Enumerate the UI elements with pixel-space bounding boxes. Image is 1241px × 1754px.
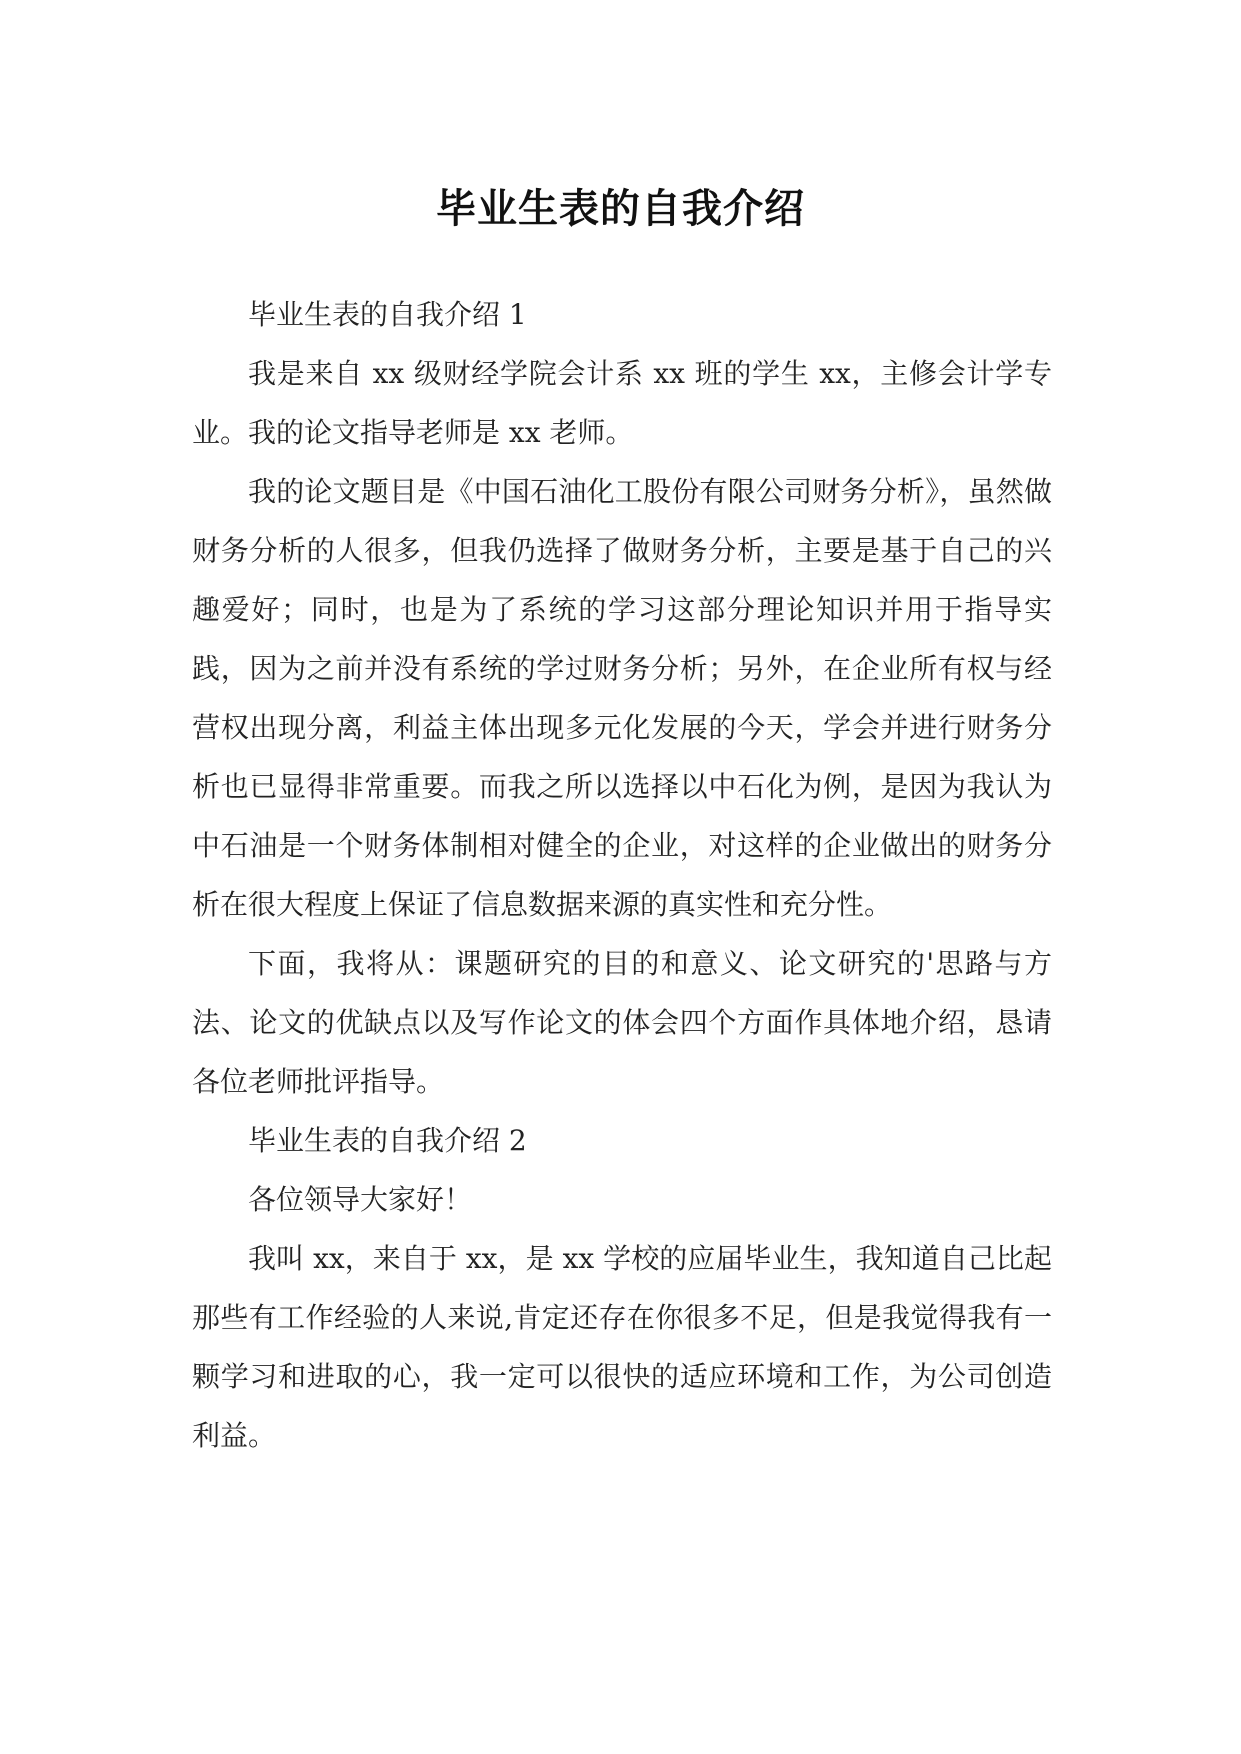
document-title: 毕业生表的自我介绍 <box>436 185 805 232</box>
document-body <box>192 285 1052 1465</box>
paragraph: 我叫 xx，来自于 xx，是 xx 学校的应届毕业生，我知道自己比起那些有工作经验的人来说,肯定还存在你很多不足，但是我觉得我有一颗学习和进取的心，我一定可以很快的适应环境和工作，为公司创造利益。 <box>192 1242 1052 1452</box>
paragraph: 下面，我将从：课题研究的目的和意义、论文研究的'思路与方法、论文的优缺点以及写作论文的体会四个方面作具体地介绍，恳请各位老师批评指导。 <box>192 947 1052 1098</box>
greeting: 各位领导大家好！ <box>248 1183 473 1216</box>
paragraph: 我的论文题目是《中国石油化工股份有限公司财务分析》，虽然做财务分析的人很多，但我仍选择了做财务分析，主要是基于自己的兴趣爱好；同时，也是为了系统的学习这部分理论知识并用于指导实践，因为之前并没有系统的学过财务分析；另外，在企业所有权与经营权出现分离，利益主体出现多元化发展的今天，学会并进行财务分析也已显得非常重要。而我之所以选择以中石化为例，是因为我认为中石油是一个财务体制相对健全的企业，对这样的企业做出的财务分析在很大程度上保证了信息数据来源的真实性和充分性。 <box>192 475 1052 921</box>
paragraph: 我是来自 xx 级财经学院会计系 xx 班的学生 xx，主修会计学专业。我的论文指导老师是 xx 老师。 <box>192 357 1052 449</box>
section-heading-1: 毕业生表的自我介绍 1 <box>248 298 527 331</box>
section-heading-2: 毕业生表的自我介绍 2 <box>248 1124 527 1157</box>
